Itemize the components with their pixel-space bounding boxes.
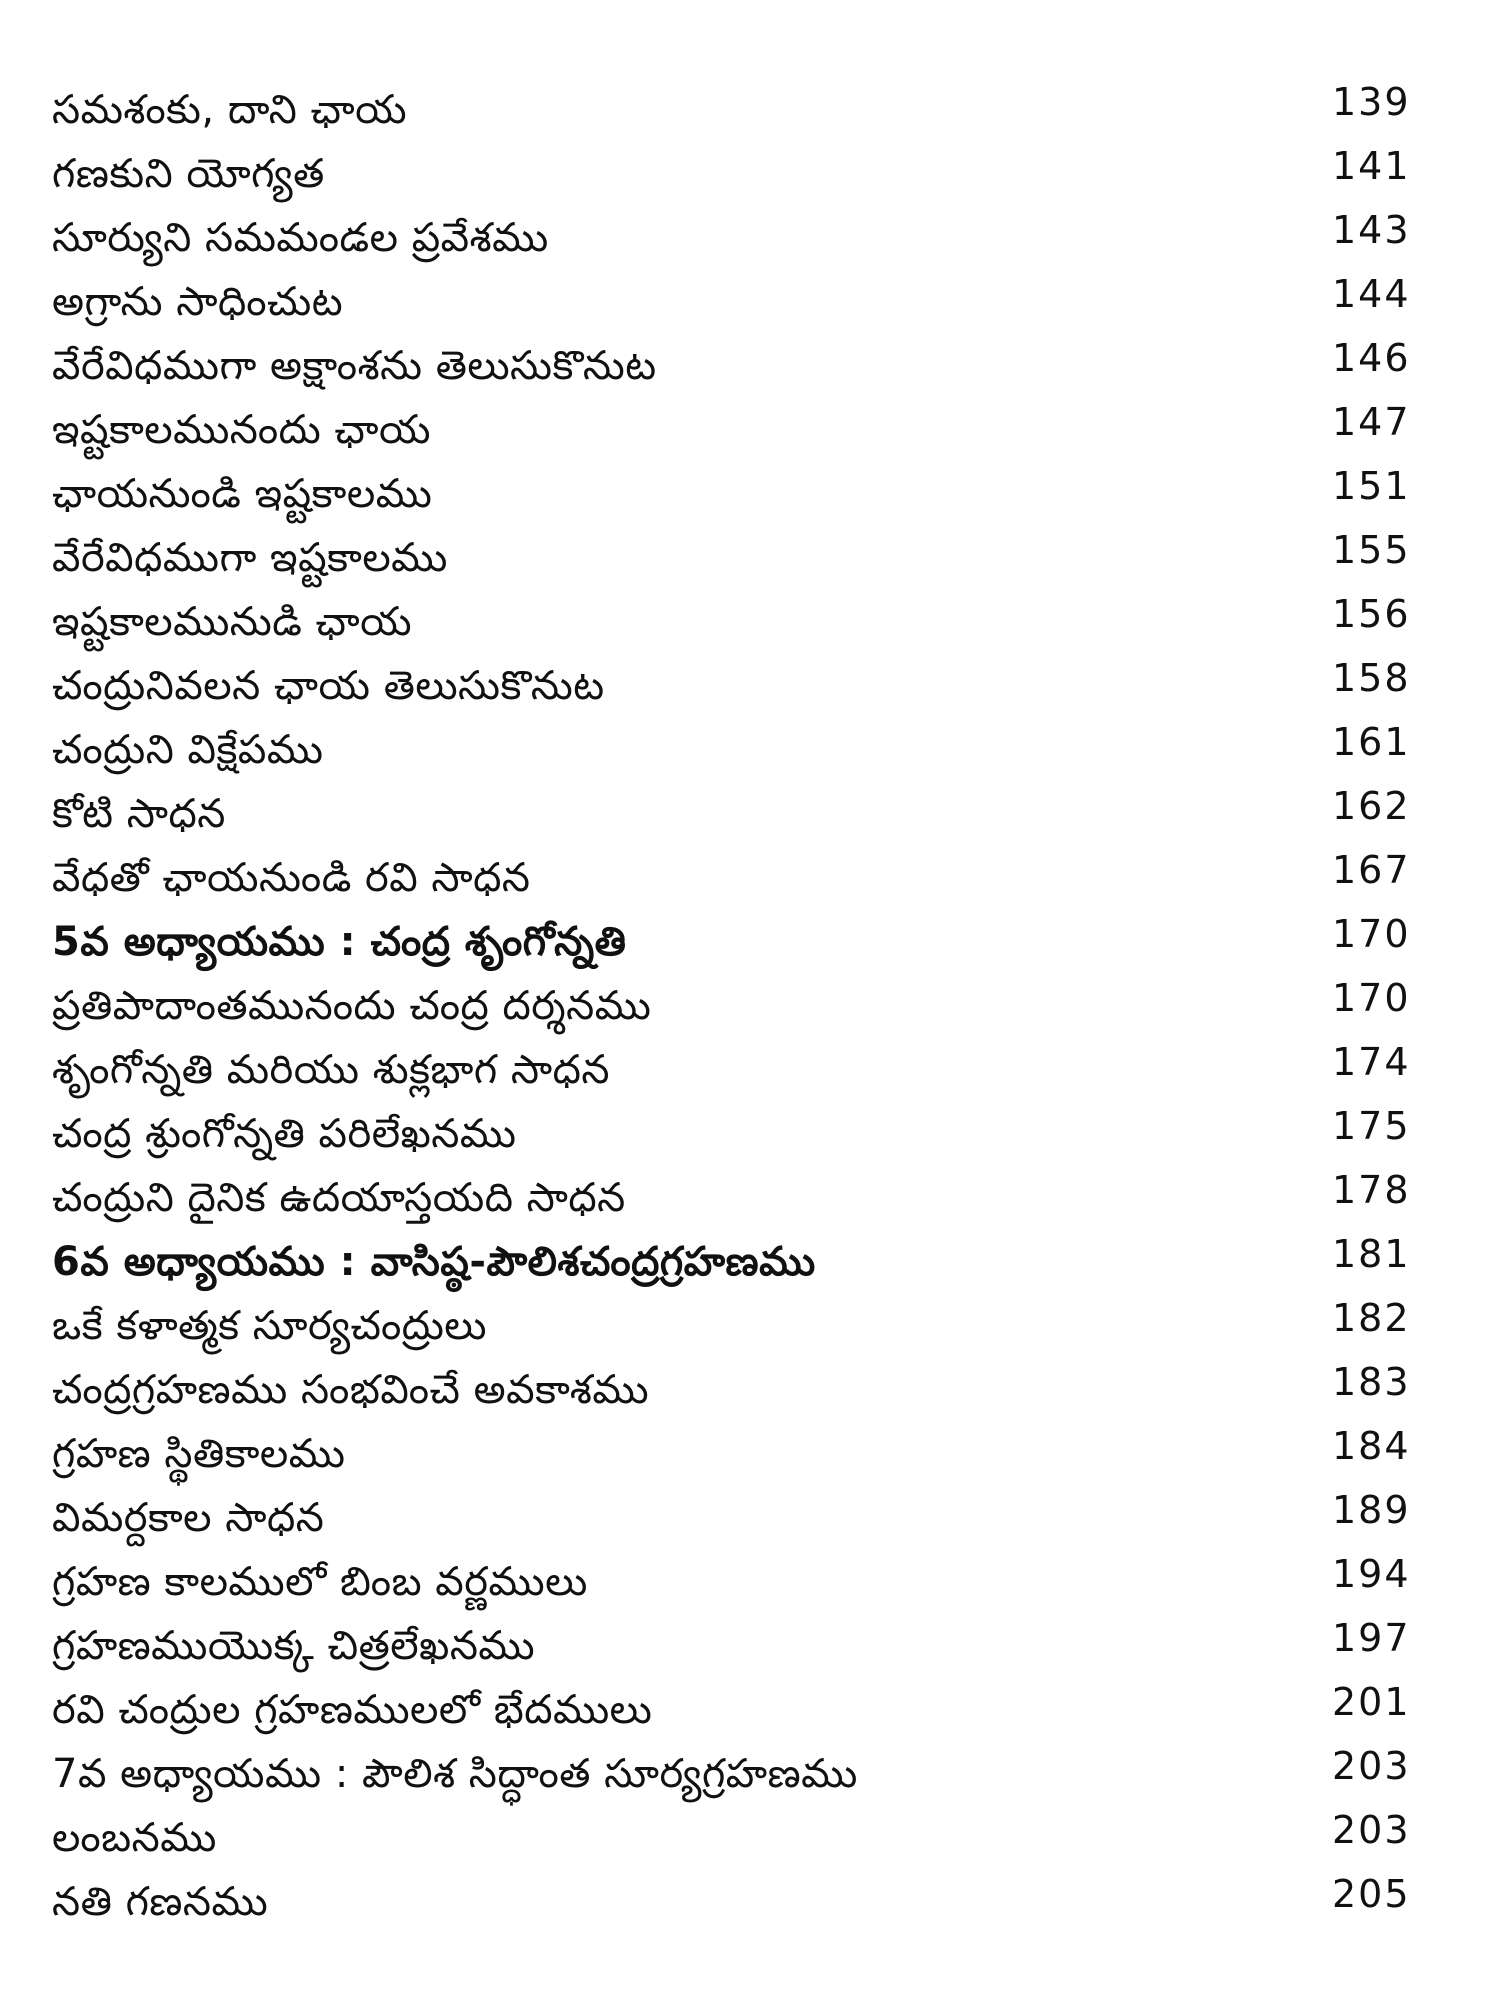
chapter-heading-title: 6వ అధ్యాయము : వాసిష్ఠ-పౌలిశచంద్రగ్రహణము	[52, 1239, 816, 1285]
toc-page-number: 151	[1332, 464, 1411, 508]
toc-entry-row	[52, 718, 1472, 782]
toc-page-number: 181	[1332, 1232, 1411, 1276]
toc-entry-title: విమర్దకాల సాధన	[52, 1495, 325, 1541]
toc-page-number: 184	[1332, 1424, 1411, 1468]
table-of-contents	[52, 78, 1472, 1934]
toc-entry-title: సమశంకు, దాని ఛాయ	[52, 87, 408, 133]
toc-entry-row	[52, 462, 1472, 526]
toc-page-number: 158	[1332, 656, 1411, 700]
toc-entry-title: అగ్రాను సాధించుట	[52, 279, 344, 325]
toc-page-number: 170	[1332, 976, 1411, 1020]
toc-page-number: 146	[1332, 336, 1411, 380]
toc-page-number: 194	[1332, 1552, 1411, 1596]
toc-entry-title: నతి గణనము	[52, 1879, 269, 1925]
toc-entry-row	[52, 1294, 1472, 1358]
toc-entry-row	[52, 1550, 1472, 1614]
toc-page-number: 156	[1332, 592, 1411, 636]
toc-page-number: 205	[1332, 1872, 1411, 1916]
toc-entry-row	[52, 1614, 1472, 1678]
toc-entry-row	[52, 590, 1472, 654]
toc-entry-row	[52, 654, 1472, 718]
toc-entry-row	[52, 1102, 1472, 1166]
toc-entry-row	[52, 1678, 1472, 1742]
toc-entry-title: వేరేవిధముగా అక్షాంశను తెలుసుకొనుట	[52, 343, 657, 389]
toc-entry-row	[52, 1422, 1472, 1486]
toc-entry-row	[52, 1486, 1472, 1550]
toc-entry-title: ఇష్టకాలమునుడి ఛాయ	[52, 599, 413, 645]
toc-page-number: 201	[1332, 1680, 1411, 1724]
toc-entry-title: శృంగోన్నతి మరియు శుక్లభాగ సాధన	[52, 1047, 610, 1093]
toc-page-number: 170	[1332, 912, 1411, 956]
toc-entry-row	[52, 206, 1472, 270]
toc-entry-title: చంద్రుని దైనిక ఉదయాస్తయది సాధన	[52, 1175, 626, 1221]
toc-page-number: 139	[1332, 80, 1411, 124]
toc-page-number: 178	[1332, 1168, 1411, 1212]
toc-entry-row	[52, 78, 1472, 142]
chapter-heading-row	[52, 1230, 1472, 1294]
toc-entry-title: గ్రహణముయొక్క చిత్రలేఖనము	[52, 1623, 536, 1669]
toc-entry-title: వేధతో ఛాయనుండి రవి సాధన	[52, 855, 531, 901]
toc-entry-title: గ్రహణ స్థితికాలము	[52, 1431, 346, 1477]
toc-entry-row	[52, 846, 1472, 910]
toc-page-number: 162	[1332, 784, 1411, 828]
toc-entry-title: రవి చంద్రుల గ్రహణములలో భేదములు	[52, 1687, 653, 1733]
toc-page-number: 141	[1332, 144, 1411, 188]
toc-entry-row	[52, 526, 1472, 590]
toc-entry-title: వేరేవిధముగా ఇష్టకాలము	[52, 535, 448, 581]
toc-entry-title: గ్రహణ కాలములో బింబ వర్ణములు	[52, 1559, 588, 1605]
toc-entry-row	[52, 1806, 1472, 1870]
toc-entry-title: ప్రతిపాదాంతమునందు చంద్ర దర్శనము	[52, 983, 652, 1029]
toc-entry-title: ఒకే కళాత్మక సూర్యచంద్రులు	[52, 1303, 488, 1349]
toc-page-number: 143	[1332, 208, 1411, 252]
toc-entry-title: చంద్రగ్రహణము సంభవించే అవకాశము	[52, 1367, 650, 1413]
toc-entry-row	[52, 1870, 1472, 1934]
toc-entry-title: ఇష్టకాలమునందు ఛాయ	[52, 407, 431, 453]
chapter-heading-row	[52, 910, 1472, 974]
toc-page-number: 174	[1332, 1040, 1411, 1084]
toc-page-number: 197	[1332, 1616, 1411, 1660]
toc-entry-title: చంద్ర శ్రుంగోన్నతి పరిలేఖనము	[52, 1111, 517, 1157]
toc-entry-row	[52, 782, 1472, 846]
toc-page-number: 147	[1332, 400, 1411, 444]
toc-entry-title: చంద్రునివలన ఛాయ తెలుసుకొనుట	[52, 663, 605, 709]
toc-entry-title: సూర్యుని సమమండల ప్రవేశము	[52, 215, 549, 261]
toc-entry-row	[52, 1742, 1472, 1806]
toc-page-number: 189	[1332, 1488, 1411, 1532]
toc-entry-title: గణకుని యోగ్యత	[52, 151, 325, 197]
toc-page-number: 175	[1332, 1104, 1411, 1148]
toc-entry-row	[52, 1166, 1472, 1230]
toc-page-number: 203	[1332, 1744, 1411, 1788]
toc-page-number: 183	[1332, 1360, 1411, 1404]
toc-entry-row	[52, 334, 1472, 398]
toc-entry-row	[52, 974, 1472, 1038]
toc-page-number: 155	[1332, 528, 1411, 572]
toc-entry-title: ఛాయనుండి ఇష్టకాలము	[52, 471, 433, 517]
toc-entry-row	[52, 398, 1472, 462]
toc-page-number: 167	[1332, 848, 1411, 892]
toc-entry-row	[52, 1038, 1472, 1102]
toc-entry-row	[52, 142, 1472, 206]
toc-page-number: 203	[1332, 1808, 1411, 1852]
toc-entry-title: చంద్రుని విక్షేపము	[52, 727, 324, 773]
toc-entry-row	[52, 270, 1472, 334]
toc-entry-title: కోటి సాధన	[52, 791, 226, 837]
chapter-heading-title: 5వ అధ్యాయము : చంద్ర శృంగోన్నతి	[52, 919, 627, 965]
toc-entry-title: లంబనము	[52, 1815, 217, 1861]
toc-page-number: 182	[1332, 1296, 1411, 1340]
toc-page-number: 161	[1332, 720, 1411, 764]
toc-entry-row	[52, 1358, 1472, 1422]
toc-page-number: 144	[1332, 272, 1411, 316]
toc-entry-title: 7వ అధ్యాయము : పౌలిశ సిద్ధాంత సూర్యగ్రహణము	[52, 1751, 858, 1797]
